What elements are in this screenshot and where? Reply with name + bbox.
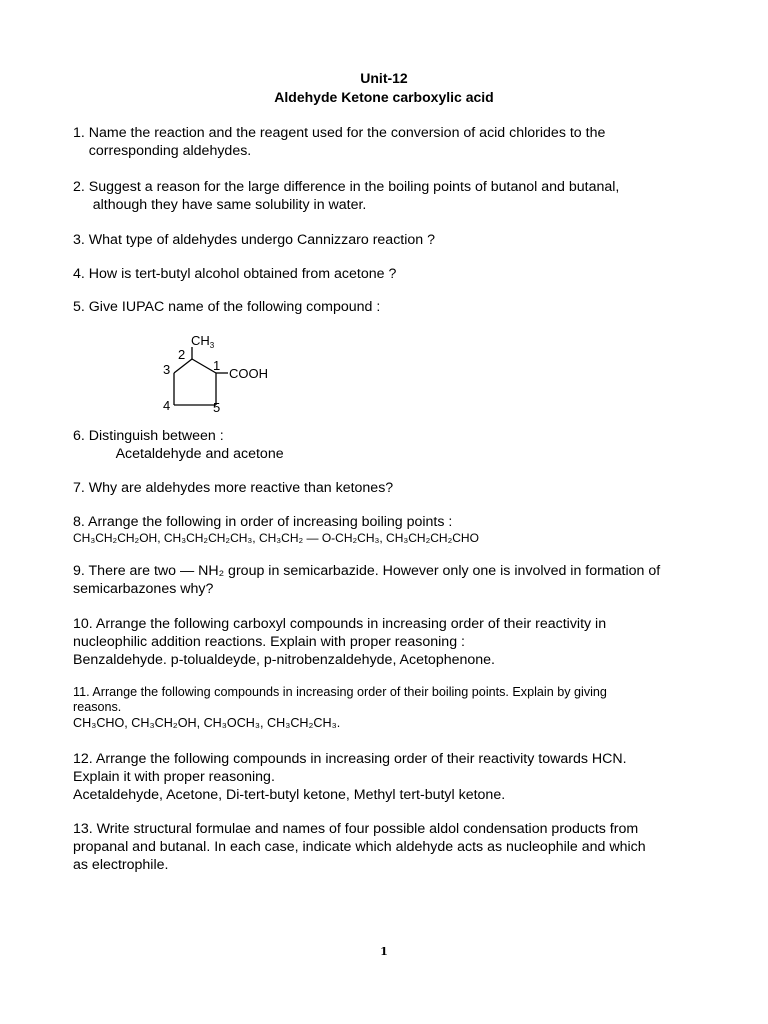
position-1: 1 <box>213 358 221 373</box>
question-2-line-2: although they have same solubility in water. <box>73 197 367 213</box>
question-12-line-3: Acetaldehyde, Acetone, Di-tert-butyl ketone, Methyl tert-butyl ketone. <box>73 787 506 803</box>
position-5: 5 <box>213 400 221 415</box>
question-4: 4. How is tert-butyl alcohol obtained from acetone ? <box>73 266 397 282</box>
question-2-line-1: 2. Suggest a reason for the large difference in the boiling points of butanol and butanal, <box>73 179 620 195</box>
position-2: 2 <box>178 347 186 362</box>
question-11-line-1: 11. Arrange the following compounds in increasing order of their boiling points. Explain by giving <box>73 685 607 699</box>
question-10-line-3: Benzaldehyde. p-tolualdeyde, p-nitrobenzaldehyde, Acetophenone. <box>73 652 496 668</box>
question-13-line-3: as electrophile. <box>73 857 169 873</box>
question-8-line-1: 8. Arrange the following in order of increasing boiling points : <box>73 514 453 530</box>
structure-diagram <box>140 330 280 415</box>
question-7: 7. Why are aldehydes more reactive than ketones? <box>73 480 394 496</box>
question-9-line-1: 9. There are two — NH₂ group in semicarbazide. However only one is involved in formation of <box>73 563 661 579</box>
cyclopentane-structure <box>140 330 280 415</box>
page-number: 1 <box>380 945 388 958</box>
question-13-line-1: 13. Write structural formulae and names of four possible aldol condensation products from <box>73 821 639 837</box>
question-12-line-2: Explain it with proper reasoning. <box>73 769 275 785</box>
question-9-line-2: semicarbazones why? <box>73 581 214 597</box>
question-1-line-2: corresponding aldehydes. <box>73 143 252 159</box>
question-8-formulas: CH₃CH₂CH₂OH, CH₃CH₂CH₂CH₃, CH₃CH₂ — O-CH₂CH₃, CH₃CH₂CH₂CHO <box>73 531 479 545</box>
question-10-line-1: 10. Arrange the following carboxyl compounds in increasing order of their reactivity in <box>73 616 607 632</box>
question-3: 3. What type of aldehydes undergo Cannizzaro reaction ? <box>73 232 436 248</box>
question-6-line-2: Acetaldehyde and acetone <box>73 446 284 462</box>
question-6-line-1: 6. Distinguish between : <box>73 428 224 444</box>
position-4: 4 <box>163 398 171 413</box>
subject-title: Aldehyde Ketone carboxylic acid <box>274 89 494 105</box>
question-5: 5. Give IUPAC name of the following compound : <box>73 299 381 315</box>
unit-title: Unit-12 <box>360 70 408 86</box>
question-10-line-2: nucleophilic addition reactions. Explain with proper reasoning : <box>73 634 465 650</box>
carboxyl-label: COOH <box>229 366 268 381</box>
question-12-line-1: 12. Arrange the following compounds in increasing order of their reactivity towards HCN. <box>73 751 627 767</box>
question-13-line-2: propanal and butanal. In each case, indicate which aldehyde acts as nucleophile and which <box>73 839 646 855</box>
question-1-line-1: 1. Name the reaction and the reagent used for the conversion of acid chlorides to the <box>73 125 606 141</box>
methyl-label: $CH_3$ <box>191 333 215 350</box>
position-3: 3 <box>163 362 171 377</box>
question-11-line-3: CH₃CHO, CH₃CH₂OH, CH₃OCH₃, CH₃CH₂CH₃. <box>73 716 341 730</box>
question-11-line-2: reasons. <box>73 700 122 714</box>
